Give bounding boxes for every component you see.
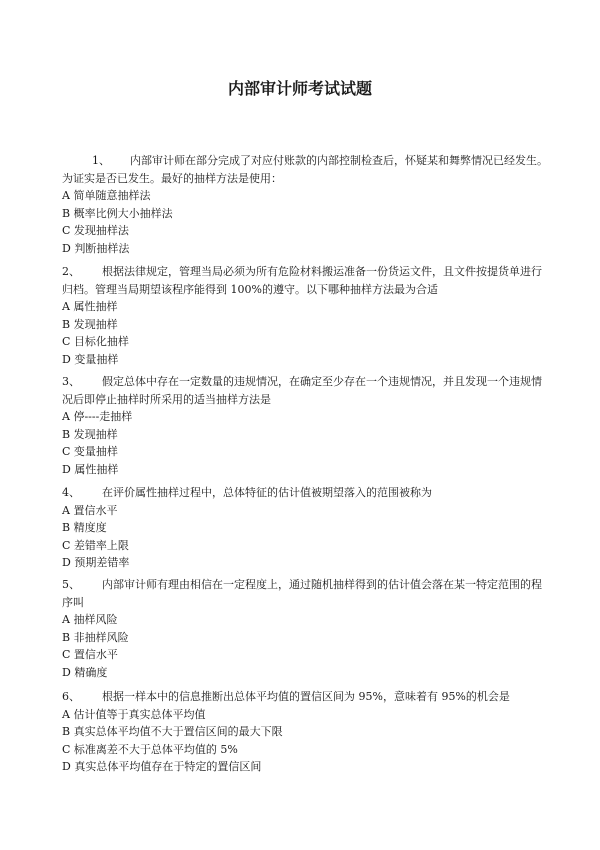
question-4 [62, 484, 548, 572]
option-b: B 真实总体平均值不大于置信区间的最大下限 [62, 725, 283, 738]
question-text: 假定总体中存在一定数量的违规情况，在确定至少存在一个违规情况，并且发现一个违规情况后即停止抽样时所采用的适当抽样方法是 [62, 375, 542, 406]
option-b: B 发现抽样 [62, 427, 118, 441]
question-6 [62, 688, 548, 776]
option-d: D 精确度 [62, 665, 108, 679]
question-2 [62, 263, 548, 368]
question-stem [62, 152, 548, 187]
option-d: D 变量抽样 [62, 352, 119, 366]
question-text: 内部审计师有理由相信在一定程度上，通过随机抽样得到的估计值会落在某一特定范围的程序叫 [62, 578, 542, 609]
option-c: C 差错率上限 [62, 538, 129, 552]
question-text: 在评价属性抽样过程中，总体特征的估计值被期望落入的范围被称为 [102, 486, 432, 499]
option-d: D 属性抽样 [62, 462, 119, 476]
question-number: 6、 [62, 690, 80, 703]
question-number: 1、 [92, 154, 110, 167]
question-text: 内部审计师在部分完成了对应付账款的内部控制检查后，怀疑某和舞弊情况已经发生。为证实是否已发生。最好的抽样方法是使用： [62, 154, 548, 185]
option-a: A 属性抽样 [62, 300, 118, 313]
question-5 [62, 576, 548, 681]
question-1 [62, 152, 548, 257]
question-stem [62, 373, 548, 408]
question-stem [62, 576, 548, 611]
option-b: B 概率比例大小抽样法 [62, 206, 173, 220]
option-d: D 判断抽样法 [62, 241, 130, 255]
page-title: 内部审计师考试试题 [227, 79, 372, 98]
question-text: 根据法律规定，管理当局必须为所有危险材料搬运准备一份货运文件，且文件按提货单进行归档。管理当局期望该程序能得到 100%的遵守。以下哪种抽样方法最为合适 [62, 265, 542, 296]
question-number: 4、 [62, 486, 80, 499]
option-b: B 精度度 [62, 521, 107, 534]
question-text: 根据一样本中的信息推断出总体平均值的置信区间为 95%，意味着有 95%的机会是 [102, 690, 510, 703]
option-b: B 非抽样风险 [62, 630, 129, 644]
question-number: 5、 [62, 578, 80, 591]
option-d: D 真实总体平均值存在于特定的置信区间 [62, 760, 262, 773]
option-d: D 预期差错率 [62, 556, 130, 569]
question-number: 3、 [62, 375, 80, 388]
option-c: C 变量抽样 [62, 445, 118, 458]
option-c: C 标准离差不大于总体平均值的 5% [62, 742, 238, 756]
option-a: A 抽样风险 [62, 613, 118, 626]
option-a: A 停----走抽样 [62, 410, 133, 423]
option-a: A 置信水平 [62, 503, 118, 517]
option-b: B 发现抽样 [62, 317, 118, 331]
option-c: C 置信水平 [62, 648, 118, 661]
question-stem [62, 688, 548, 706]
question-stem [62, 263, 548, 298]
option-c: C 发现抽样法 [62, 224, 129, 237]
option-a: A 估计值等于真实总体平均值 [62, 707, 206, 721]
option-a: A 简单随意抽样法 [62, 189, 151, 202]
question-stem [62, 484, 548, 502]
option-c: C 目标化抽样 [62, 335, 129, 348]
question-3 [62, 373, 548, 478]
question-number: 2、 [62, 265, 80, 278]
